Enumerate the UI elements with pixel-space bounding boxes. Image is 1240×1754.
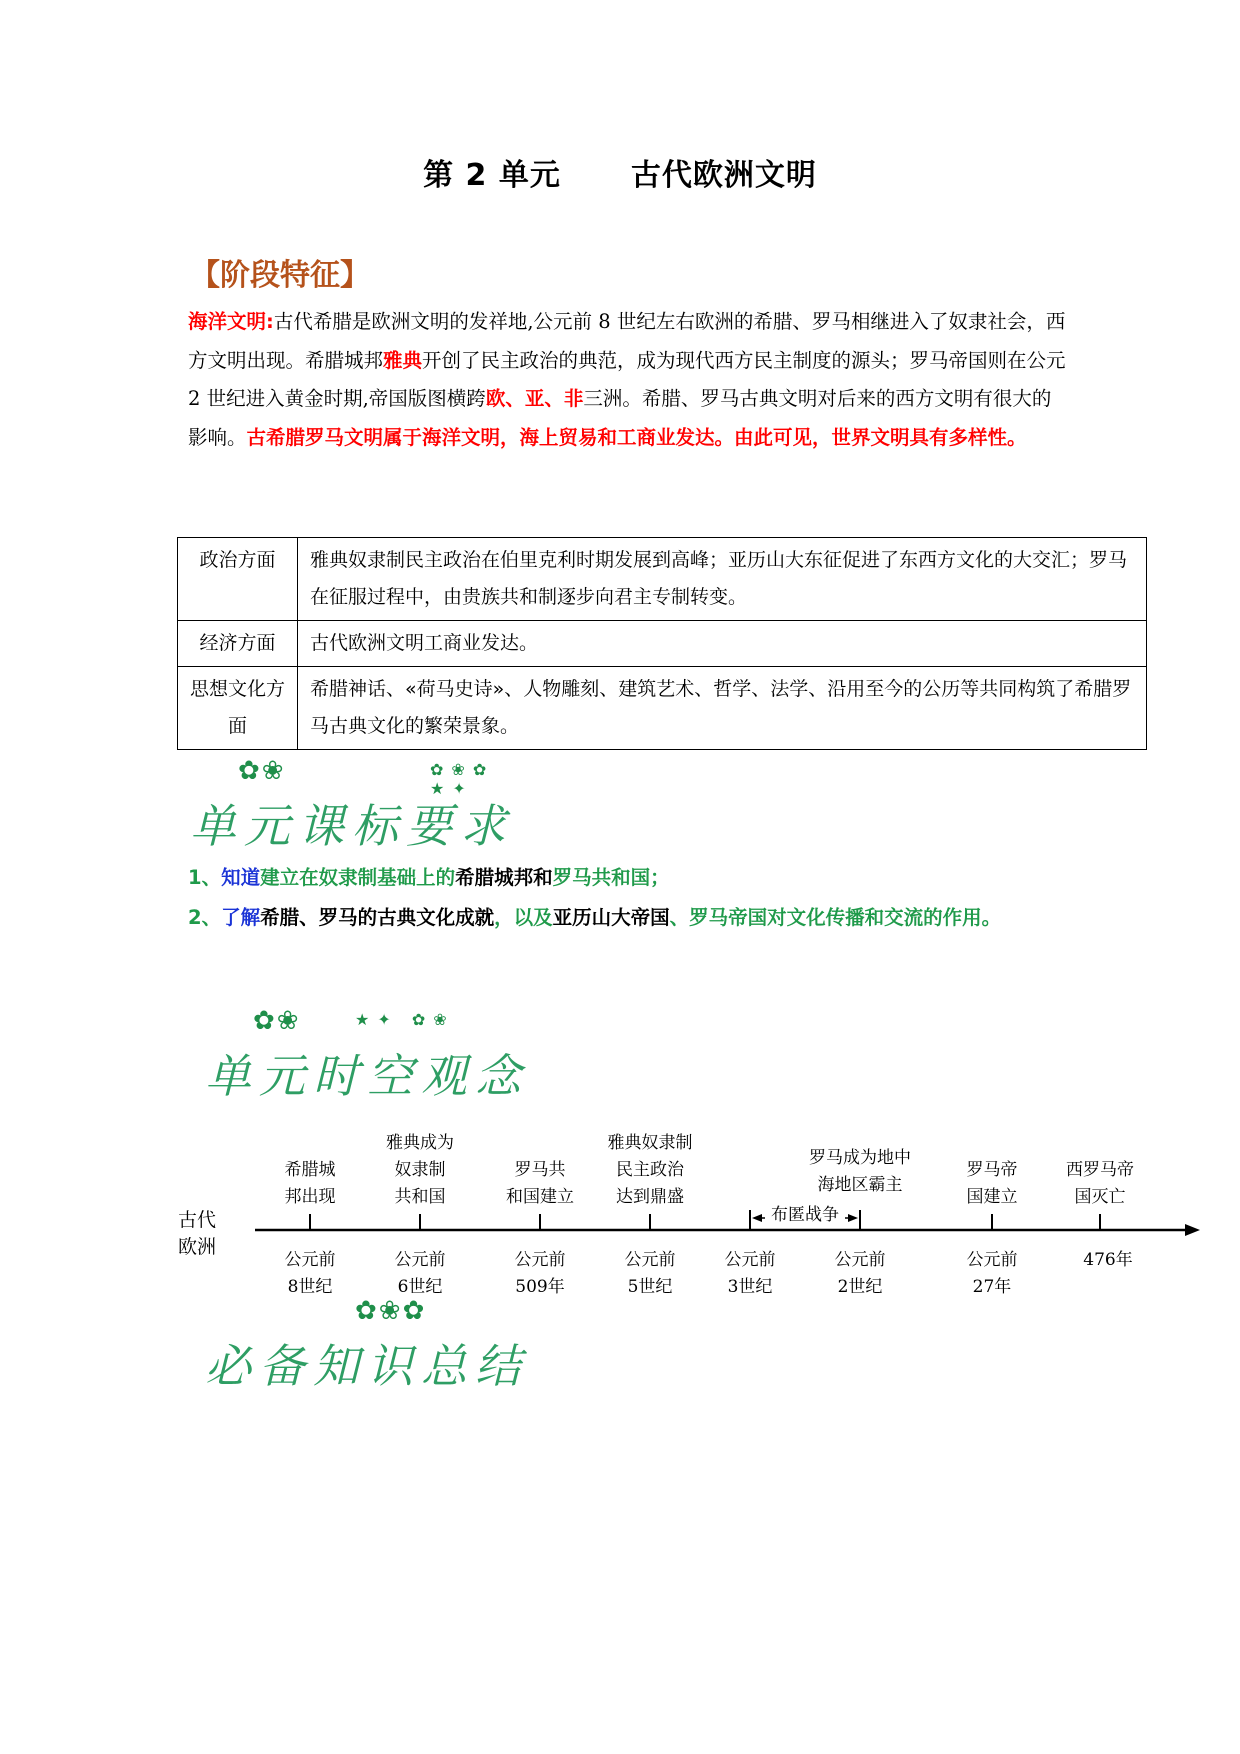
shooting-star-icon: ★✦ ✿❀: [355, 1010, 455, 1029]
intro-lead: 海洋文明:: [188, 310, 274, 333]
event-label: 民主政治: [616, 1160, 684, 1180]
document-title: [0, 150, 1240, 194]
event-label: 罗马共: [514, 1160, 566, 1180]
intro-text-1: 古代希腊是欧洲文明的发祥地,公元前 8 世纪左右欧洲的希腊、罗马相继进入了奴隶社会，西方文明出现。希腊城邦: [188, 310, 1066, 372]
event-label: 海地区霸主: [817, 1175, 903, 1195]
intro-conclusion: 古希腊罗马文明属于海洋文明，海上贸易和工商业发达。由此可见，世界文明具有多样性。: [246, 425, 1027, 449]
content-cell: 古代欧洲文明工商业发达。: [298, 621, 1147, 667]
item-text: 、罗马帝国对文化传播和交流的作用。: [669, 906, 1002, 929]
event-label: 国灭亡: [1074, 1187, 1126, 1207]
shooting-star-icon: ✿❀✿ ★✦: [430, 760, 495, 798]
event-date: 2世纪: [837, 1277, 883, 1297]
event-label: 罗马成为地中: [809, 1148, 911, 1168]
event-date: 5世纪: [627, 1277, 673, 1297]
event-date: 公元前: [724, 1250, 776, 1270]
list-item: [188, 898, 1068, 938]
section-heading-text: 单元时空观念: [205, 1049, 529, 1103]
event-label: 雅典成为: [386, 1133, 454, 1153]
aspect-cell: 思想文化方面: [178, 667, 298, 750]
event-label: 西罗马帝: [1066, 1160, 1134, 1180]
timeline-arrow-icon: [1185, 1224, 1200, 1236]
aspect-cell: 经济方面: [178, 621, 298, 667]
event-label: 奴隶制: [394, 1160, 446, 1180]
phase-characteristics-heading: 【阶段特征】: [190, 258, 370, 293]
table-row: [178, 538, 1147, 621]
standards-list: [188, 858, 1068, 938]
axis-label-line-1: 古代: [178, 1209, 217, 1231]
intro-text-3: 三洲。希腊、罗马古典文明对后来的西方文明有很大的影响。: [188, 387, 1052, 449]
flower-decoration-icon: ✿❀: [253, 1006, 301, 1036]
item-number: 1、: [188, 866, 222, 889]
intro-continents: 欧、亚、非: [485, 387, 584, 410]
table-row: [178, 621, 1147, 667]
section-heading-text: 单元课标要求: [190, 799, 514, 853]
span-label: 布匿战争: [771, 1205, 839, 1225]
item-text: 罗马共和国；: [552, 866, 670, 889]
item-text: 亚历山大帝国: [552, 906, 670, 929]
event-label: 国建立: [966, 1187, 1018, 1207]
event-date: 公元前: [394, 1250, 446, 1270]
table-row: [178, 667, 1147, 750]
summary-section-heading: [205, 1296, 529, 1396]
axis-label-line-2: 欧洲: [178, 1236, 217, 1258]
intro-athens: 雅典: [383, 348, 423, 372]
event-date: 公元前: [624, 1250, 676, 1270]
aspects-table: [177, 537, 1147, 750]
timeline-section-heading: [205, 1006, 529, 1106]
standards-section-heading: [190, 756, 514, 856]
event-date: 509年: [515, 1277, 565, 1297]
content-cell: 希腊神话、«荷马史诗»、人物雕刻、建筑艺术、哲学、法学、沿用至今的公历等共同构筑了希腊罗马古典文化的繁荣景象。: [298, 667, 1147, 750]
event-label: 达到鼎盛: [616, 1187, 684, 1207]
unit-number: 第 2 单元: [423, 158, 561, 193]
event-label: 和国建立: [506, 1187, 574, 1207]
content-cell: 雅典奴隶制民主政治在伯里克利时期发展到高峰；亚历山大东征促进了东西方文化的大交汇；罗马在征服过程中，由贵族共和制逐步向君主专制转变。: [298, 538, 1147, 621]
item-number: 2、: [188, 906, 222, 929]
intro-text-2: 开创了民主政治的典范，成为现代西方民主制度的源头；罗马帝国则在公元 2 世纪进入黄金时期,帝国版图横跨: [188, 348, 1066, 410]
event-date: 6世纪: [397, 1277, 443, 1297]
event-label: 罗马帝: [966, 1160, 1018, 1180]
arrowhead-icon: [848, 1214, 858, 1222]
event-date: 公元前: [284, 1250, 336, 1270]
event-date: 3世纪: [727, 1277, 773, 1297]
list-item: [188, 858, 1068, 898]
item-verb: 知道: [221, 866, 261, 889]
event-date: 8世纪: [287, 1277, 333, 1297]
item-text: ，以及: [494, 906, 553, 929]
aspect-cell: 政治方面: [178, 538, 298, 621]
arrowhead-icon: [752, 1214, 762, 1222]
flower-decoration-icon: ✿❀: [238, 756, 286, 786]
event-label: 邦出现: [284, 1187, 336, 1207]
intro-paragraph: [188, 303, 1068, 457]
event-label: 共和国: [394, 1187, 446, 1207]
event-date: 476年: [1083, 1250, 1133, 1270]
section-heading-text: 必备知识总结: [205, 1339, 529, 1393]
item-text: 建立在奴隶制基础上的: [260, 866, 456, 889]
event-label: 希腊城: [284, 1160, 336, 1180]
item-verb: 了解: [221, 906, 261, 929]
item-text: 希腊、罗马的古典文化成就: [260, 906, 495, 929]
item-text: 希腊城邦和: [455, 866, 553, 889]
timeline-diagram: [170, 1110, 1210, 1300]
unit-name: 古代欧洲文明: [630, 158, 817, 193]
event-date: 公元前: [514, 1250, 566, 1270]
event-date: 公元前: [966, 1250, 1018, 1270]
event-label: 雅典奴隶制: [607, 1133, 693, 1153]
event-date: 27年: [972, 1277, 1012, 1297]
flower-decoration-icon: ✿❀✿: [355, 1296, 427, 1326]
event-date: 公元前: [834, 1250, 886, 1270]
